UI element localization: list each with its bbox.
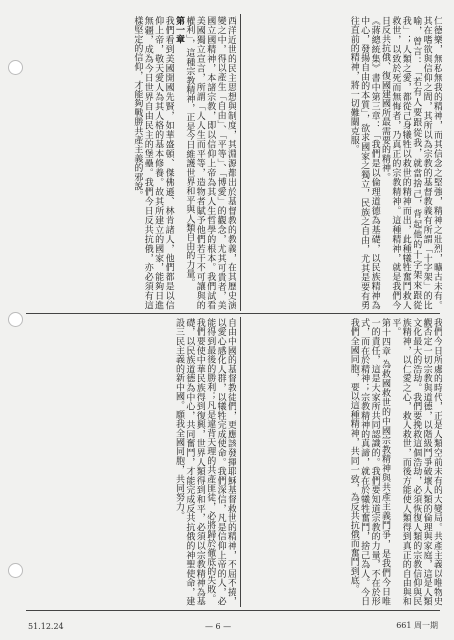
text-column: 第十四章 為救國救世的中國宗教精神與共產主義鬥爭，是我們今日唯一的責任，這是大家所共同認識的。我們要知道宗教的力量，不在於形式，而在於精神；宗教精神的真諦，就在於犧牲奮鬥，捨己為人。今日我們全國同胞，要以這種精神，共同一致，為反共抗俄而奮鬥到底。	[348, 318, 390, 606]
archive-date: 51.12.24	[28, 622, 64, 631]
text-column: 仁德樂，無私無我的精神，而其信念之堅強，精神之壯烈，曠古未有。其在嗜欲與信仰之間，其所以為宗教的基督教義有所謂「十字架」的比喻，曾言：「若有人要跟從我，就當捨己，背起他的十字架來跟從我」；人類之愛，都從己身犧牲以救世的精神而出，此種犧牲奮鬥救人救世，以致於死而無悔者，乃真正的宗教精神。這種精神，就是我們今日反共抗俄、復國建國所最需要的精神。	[379, 16, 442, 310]
binder-hole-bottom	[8, 563, 23, 578]
upper-right-text-block	[246, 16, 442, 310]
page-number: — 6 —	[205, 622, 232, 631]
text-column: 我們要使中華民族得到復興，世界人類得到和平，必須以宗教精神為基礎，以民族道德為中心，共同奮鬥，才能完成反共抗俄的神聖使命，建設三民主義的新中國。願我全國同胞，共同努力。	[173, 318, 205, 606]
text-column: 西洋近世的民主思想與制度，其淵源都出於基督教的教義，在其歷史演變之中，得以產生「自由」、「平等」、「博愛」的觀念，尤其可貴者，美國立國精神，本諸宗教，即以信仰上帝為其人生哲學的根本。我們試看美國獨立宣言，所謂「人人生而平等，造物者賦予他們若干不可讓與的權利」，這種宗教精神，正是今日維護世界和平與人類自由的力量。	[184, 16, 236, 310]
lower-left-text-block	[28, 318, 236, 606]
text-column: 我們今日所處的時代，正是人類空前未有的大變局。共產主義以唯物史觀否定一切宗教與道德，以階級鬥爭破壞人類的倫理與家庭，這是人類文化最大的浩劫。我們要挽救這個浩劫，必須恢復人類的宗教信仰與民族精神，以仁愛之心，救人救世，而後方能使人類得到真正的自由與和平。	[390, 318, 442, 606]
binder-hole-middle	[8, 312, 23, 327]
issue-number: 661 周一期	[396, 621, 438, 630]
chapter-heading: 第一章	[173, 16, 184, 44]
text-column: 自由中國的基督教徒們，更應該發揮耶穌基督救世的精神，不屈不撓，以愛心感化人群，以犧牲完成使命。我們深信，凡是信仰上帝的人，必能得到最後的勝利；凡是違背天理的共產匪徒，必將歸於徹底的失敗。	[205, 318, 236, 606]
upper-left-text-block	[28, 16, 236, 310]
text-column: 《蔣總統集》書中第三章：「我們是以倫理道德為基礎，以民族精神為中心，發揚自由的本質」，欲求國家之獨立，民族之自由，尤其是要有勇往直前的精神，將一切難關克服。	[348, 16, 380, 310]
footer-rule	[26, 610, 440, 611]
lower-right-text-block	[246, 318, 442, 606]
text-column: 我們看到美國開國先賢，如華盛頓、傑佛遜、林肯諸人，他們都是以信仰上帝，敬天愛人為其人格的基本修養。故其所建立的國家，能夠日進無疆，成為今日世界自由民主的堡壘。我們今日反共抗俄，亦必須有這樣堅定的信仰，才能夠戰勝共產主義的邪說。	[132, 16, 174, 310]
upper-column-divider	[240, 14, 241, 311]
binder-hole-top	[8, 60, 23, 75]
section-divider	[26, 313, 440, 314]
lower-column-divider	[240, 317, 241, 607]
